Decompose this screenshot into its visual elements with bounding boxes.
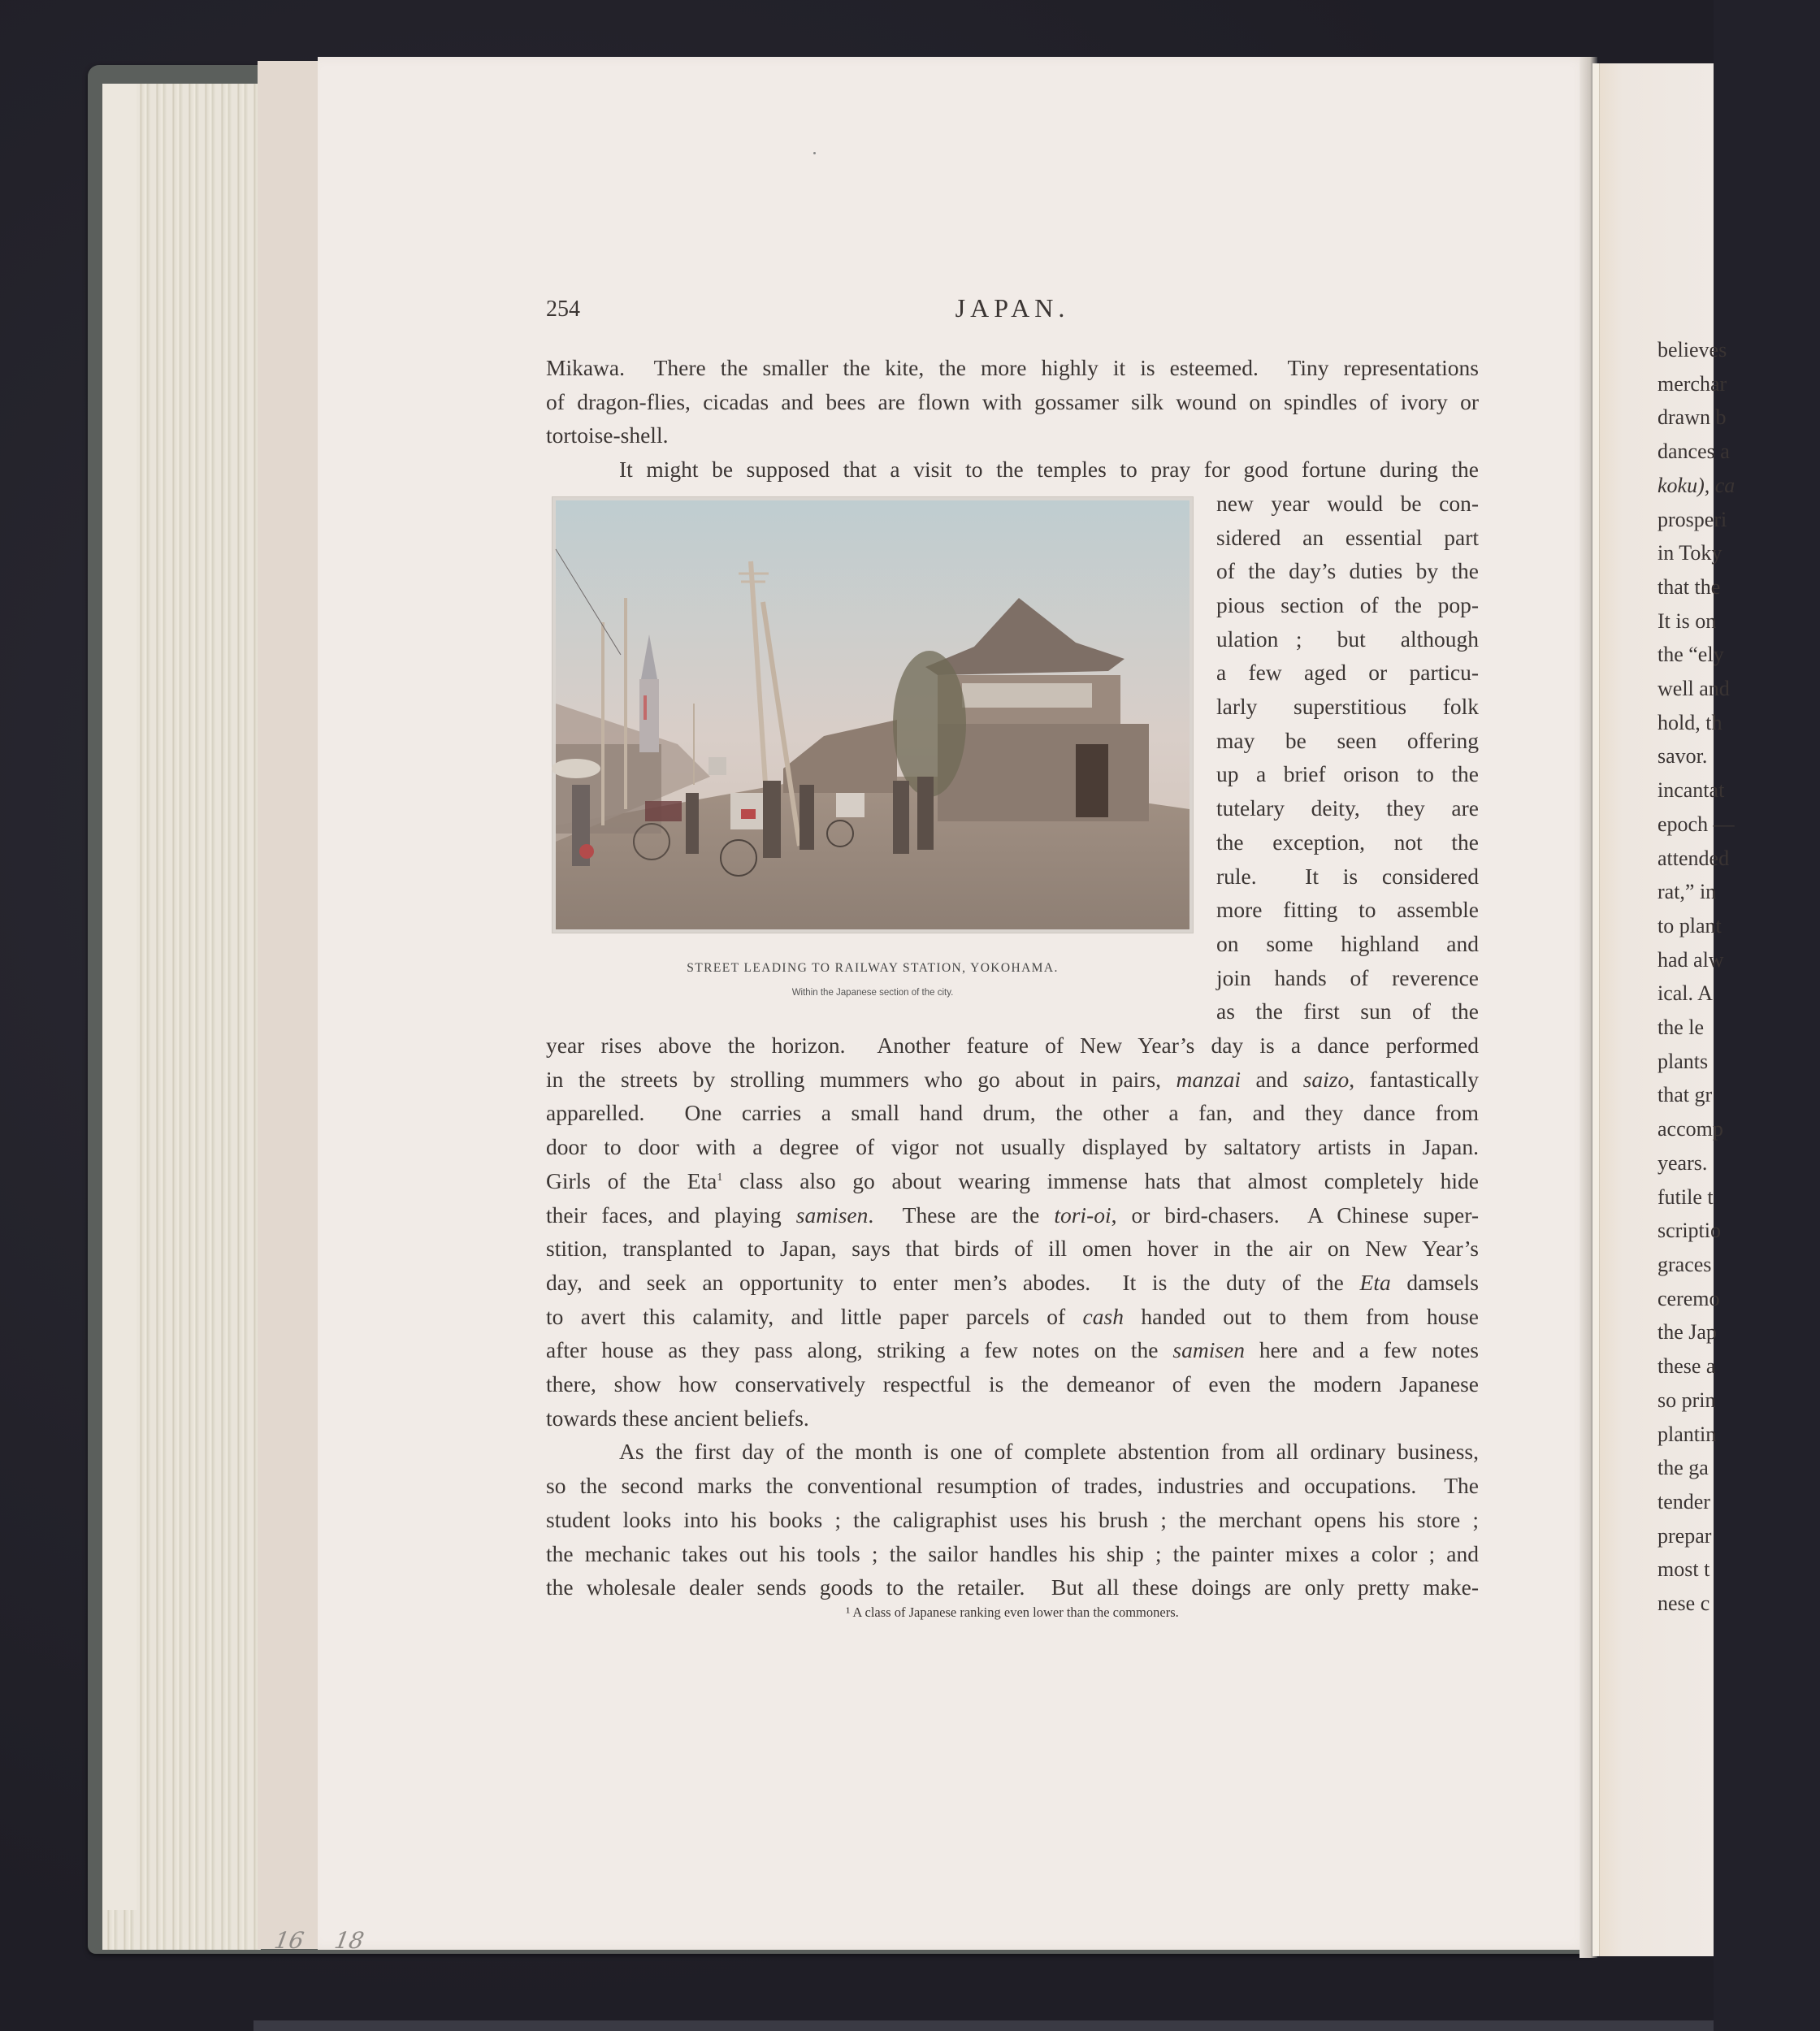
facing-page-line: the “ely	[1658, 643, 1724, 667]
text-line: Mikawa. There the smaller the kite, the more highly it is esteemed. Tiny representations	[546, 355, 1479, 380]
text-line: larly superstitious folk	[1216, 694, 1479, 719]
page-number: 254	[546, 297, 580, 322]
print-speck	[813, 152, 816, 154]
facing-page-line: so prin	[1658, 1388, 1716, 1412]
facing-page-line: the le	[1658, 1016, 1705, 1040]
facing-page-line: in Toky	[1658, 541, 1722, 565]
facing-page-line: incantat	[1658, 778, 1725, 803]
facing-page-line: had alw	[1658, 947, 1724, 972]
facing-page-line: that gr	[1658, 1083, 1713, 1107]
facing-page-line: hold, th	[1658, 710, 1722, 734]
text-line: a few aged or particu-	[1216, 660, 1479, 686]
text-line: ulation ; but although	[1216, 626, 1479, 652]
text-line: as the first sun of the	[1216, 998, 1479, 1024]
facing-page-line: drawn b	[1658, 405, 1727, 430]
text-line: more fitting to assemble	[1216, 897, 1479, 923]
text-line: tutelary deity, they are	[1216, 795, 1479, 821]
facing-page-text	[1658, 333, 1820, 1621]
text-line: year rises above the horizon. Another feature of New Year’s day is a dance performed	[546, 1033, 1479, 1058]
facing-page-line: prepar	[1658, 1523, 1712, 1548]
facing-page	[1592, 63, 1736, 1956]
running-title: JAPAN.	[955, 293, 1070, 323]
text-line: the exception, not the	[1216, 829, 1479, 855]
facing-page-line: epoch —	[1658, 812, 1735, 836]
facing-page-line: prosperi	[1658, 507, 1727, 531]
text-line: day, and seek an opportunity to enter men’s abodes. It is the duty of the Eta damsels	[546, 1269, 1479, 1295]
text-line: tortoise-shell.	[546, 422, 669, 448]
text-line: Girls of the Eta$^1$ class also go about wearing immense hats that almost completely hide	[546, 1167, 1480, 1193]
facing-page-line: years.	[1658, 1150, 1708, 1175]
text-line: after house as they pass along, striking a few notes on the samisen here and a few notes	[546, 1337, 1479, 1363]
page-edges	[102, 84, 261, 1950]
running-head	[546, 293, 1479, 329]
text-line: new year would be con-	[1216, 490, 1479, 516]
text-line: stition, transplanted to Japan, says that birds of ill omen hover in the air on New Year’s	[546, 1236, 1479, 1262]
facing-page-line: to plant	[1658, 913, 1722, 938]
facing-page-line: koku), ca	[1658, 473, 1736, 497]
facing-page-line: accomp	[1658, 1117, 1723, 1141]
text-line: sidered an essential part	[1216, 524, 1479, 550]
text-line: may be seen offering	[1216, 727, 1479, 753]
figure-photo	[552, 497, 1193, 933]
text-line: the mechanic takes out his tools ; the sailor handles his ship ; the painter mixes a color ; and	[546, 1540, 1479, 1566]
text-line: to avert this calamity, and little paper parcels of cash handed out to them from house	[546, 1303, 1479, 1329]
facing-page-line: graces	[1658, 1252, 1712, 1276]
text-line: rule. It is considered	[1216, 863, 1479, 889]
text-line: of the day’s duties by the	[1216, 558, 1479, 584]
text-line: their faces, and playing samisen. These are the tori-oi, or bird-chasers. A Chinese super-	[546, 1202, 1479, 1228]
facing-page-line: plantin	[1658, 1422, 1717, 1446]
facing-page-line: the Jap	[1658, 1320, 1717, 1345]
facing-page-line: most t	[1658, 1557, 1710, 1582]
text-line: join hands of reverence	[1216, 964, 1479, 990]
facing-page-line: believes	[1658, 338, 1727, 362]
figure-caption: STREET LEADING TO RAILWAY STATION, YOKOHAMA.	[687, 961, 1059, 975]
facing-page-line: savor.	[1658, 744, 1708, 769]
text-line: the wholesale dealer sends goods to the retailer. But all these doings are only pretty make-	[546, 1574, 1479, 1600]
facing-page-edge	[1592, 63, 1600, 1956]
facing-page-line: scriptio	[1658, 1219, 1721, 1243]
facing-page-line: merchar	[1658, 371, 1727, 396]
facing-page-line: the ga	[1658, 1456, 1709, 1480]
text-line: student looks into his books ; the caligraphist uses his brush ; the merchant opens his store ;	[546, 1506, 1479, 1532]
facing-page-line: futile t	[1658, 1184, 1714, 1209]
facing-page-line: plants	[1658, 1049, 1709, 1073]
facing-page-line: dances a	[1658, 440, 1730, 464]
text-line: It might be supposed that a visit to the temples to pray for good fortune during the	[619, 457, 1479, 483]
figure-subcaption: Within the Japanese section of the city.	[791, 988, 954, 998]
text-line: so the second marks the conventional resumption of trades, industries and occupations. The	[546, 1473, 1479, 1499]
text-line: door to door with a degree of vigor not usually displayed by saltatory artists in Japan.	[546, 1134, 1479, 1160]
facing-page-line: It is on	[1658, 608, 1717, 633]
text-line: up a brief orison to the	[1216, 761, 1479, 787]
text-line: As the first day of the month is one of complete abstention from all ordinary business,	[619, 1439, 1479, 1465]
scan-bottom-strip	[254, 2020, 1714, 2031]
text-line: there, show how conservatively respectful is the demeanor of even the modern Japanese	[546, 1371, 1479, 1397]
facing-page-line: rat,” in	[1658, 880, 1717, 904]
text-line: on some highland and	[1216, 930, 1479, 956]
facing-page-line: these a	[1658, 1354, 1716, 1379]
street-photograph	[556, 500, 1190, 929]
text-line: of dragon-flies, cicadas and bees are flown with gossamer silk wound on spindles of ivory or	[546, 388, 1479, 414]
footnote: ¹ A class of Japanese ranking even lower than the commoners.	[846, 1604, 1179, 1620]
pencil-mark: 16	[272, 1927, 306, 1954]
facing-page-line: tender	[1658, 1489, 1710, 1514]
text-line: apparelled. One carries a small hand drum, the other a fan, and they dance from	[546, 1100, 1479, 1126]
facing-page-line: nese c	[1658, 1591, 1710, 1616]
facing-page-line: that the	[1658, 574, 1721, 599]
text-line: towards these ancient beliefs.	[546, 1405, 809, 1431]
facing-page-line: ical. A	[1658, 981, 1713, 1006]
text-line: pious section of the pop-	[1216, 591, 1479, 617]
flyleaf	[258, 61, 319, 1949]
facing-page-line: ceremo	[1658, 1286, 1720, 1310]
facing-page-line: well and	[1658, 677, 1730, 701]
text-line: in the streets by strolling mummers who go about in pairs, manzai and saizo, fantastically	[546, 1066, 1479, 1092]
pencil-mark: 18	[332, 1927, 366, 1954]
photo-illustration	[556, 500, 1190, 929]
facing-page-line: attended	[1658, 846, 1730, 870]
